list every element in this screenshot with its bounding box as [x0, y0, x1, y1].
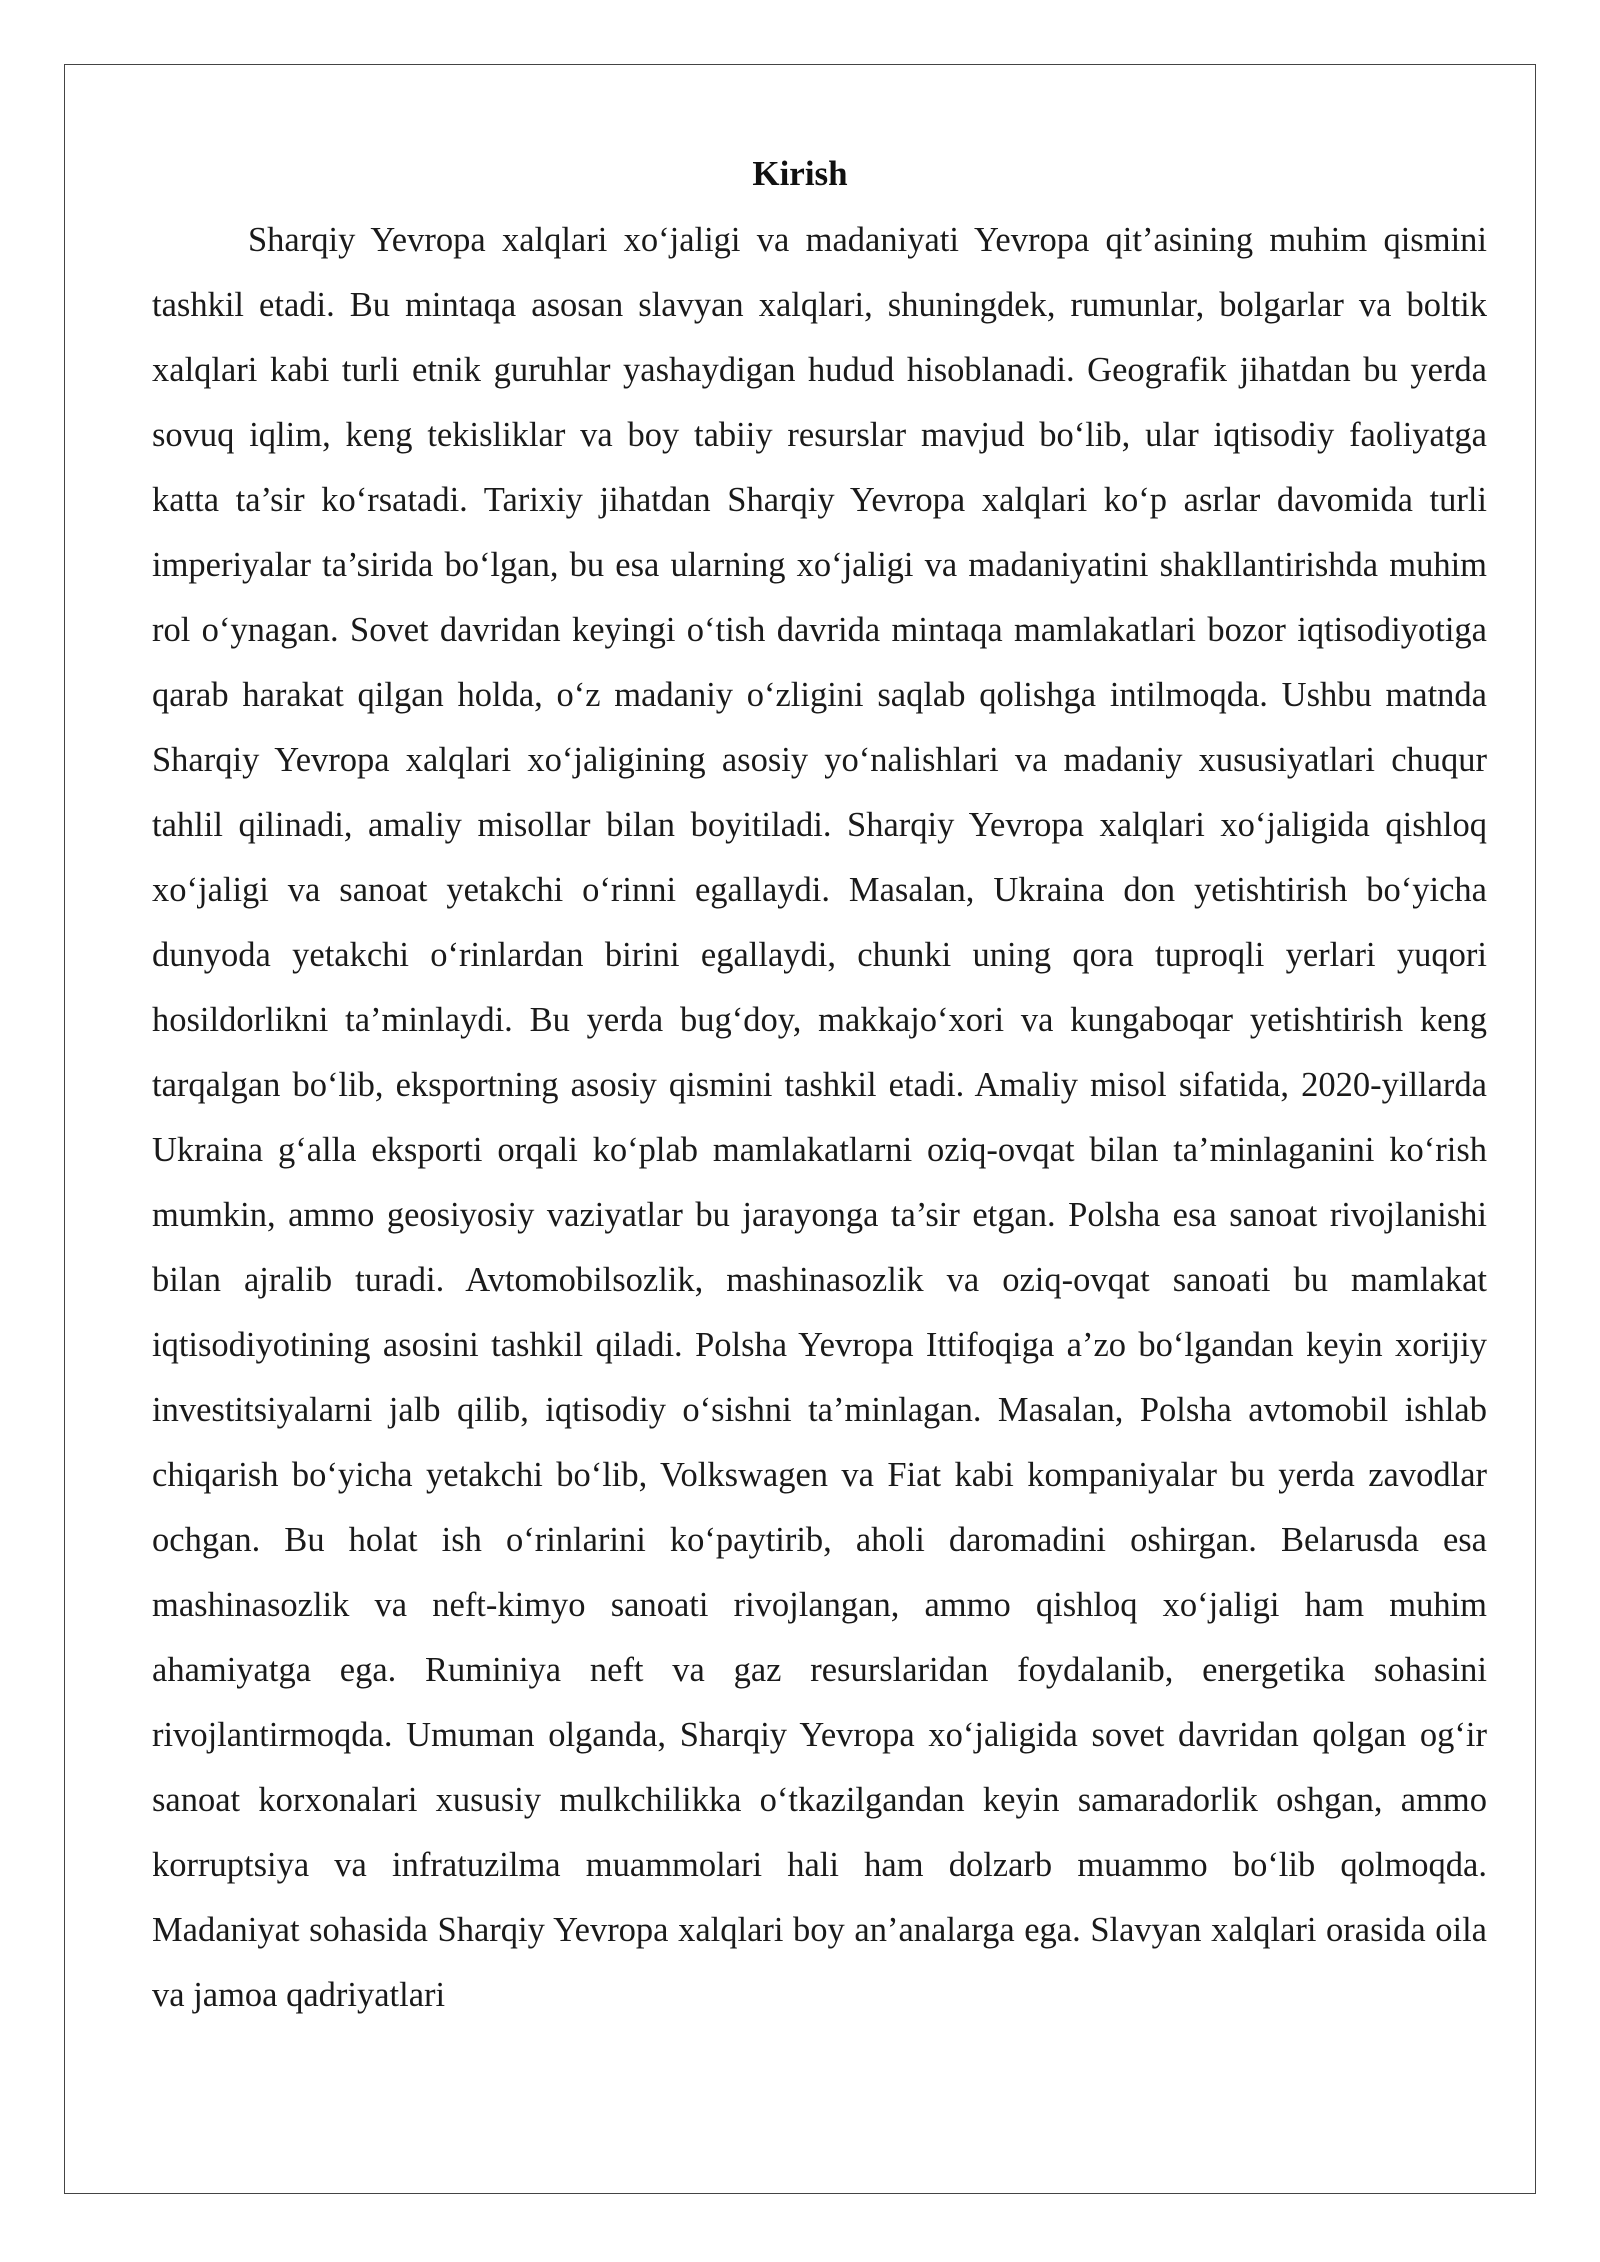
body-paragraph: Sharqiy Yevropa xalqlari xo‘jaligi va madaniyati Yevropa qit’asining muhim qismini tashkil etadi. Bu mintaqa asosan slavyan xalqlari, shuningdek, rumunlar, bolgarlar va boltik xalqlari kabi turli etnik guruhlar yashaydigan hudud hisoblanadi. Geografik jihatdan bu yerda sovuq iqlim, keng tekisliklar va boy tabiiy resurslar mavjud bo‘lib, ular iqtisodiy faoliyatga katta ta’sir ko‘rsatadi. Tarixiy jihatdan Sharqiy Yevropa xalqlari ko‘p asrlar davomida turli imperiyalar ta’sirida bo‘lgan, bu esa ularning xo‘jaligi va madaniyatini shakllantirishda muhim rol o‘ynagan. Sovet davridan keyingi o‘tish davrida mintaqa mamlakatlari bozor iqtisodiyotiga qarab harakat qilgan holda, o‘z madaniy o‘zligini saqlab qolishga intilmoqda. Ushbu matnda Sharqiy Yevropa xalqlari xo‘jaligining asosiy yo‘nalishlari va madaniy xususiyatlari chuqur tahlil qilinadi, amaliy misollar bilan boyitiladi. Sharqiy Yevropa xalqlari xo‘jaligida qishloq xo‘jaligi va sanoat yetakchi o‘rinni egallaydi. Masalan, Ukraina don yetishtirish bo‘yicha dunyoda yetakchi o‘rinlardan birini egallaydi, chunki uning qora tuproqli yerlari yuqori hosildorlikni ta’minlaydi. Bu yerda bug‘doy, makkajo‘xori va kungaboqar yetishtirish keng tarqalgan bo‘lib, eksportning asosiy qismini tashkil etadi. Amaliy misol sifatida, 2020-yillarda Ukraina g‘alla eksporti orqali ko‘plab mamlakatlarni oziq-ovqat bilan ta’minlaganini ko‘rish mumkin, ammo geosiyosiy vaziyatlar bu jarayonga ta’sir etgan. Polsha esa sanoat rivojlanishi bilan ajralib turadi. Avtomobilsozlik, mashinasozlik va oziq-ovqat sanoati bu mamlakat iqtisodiyotining asosini tashkil qiladi. Polsha Yevropa Ittifoqiga a’zo bo‘lgandan keyin xorijiy investitsiyalarni jalb qilib, iqtisodiy o‘sishni ta’minlagan. Masalan, Polsha avtomobil ishlab chiqarish bo‘yicha yetakchi bo‘lib, Volkswagen va Fiat kabi kompaniyalar bu yerda zavodlar ochgan. Bu holat ish o‘rinlarini ko‘paytirib, aholi daromadini oshirgan. Belarusda esa mashinasozlik va neft-kimyo sanoati rivojlangan, ammo qishloq xo‘jaligi ham muhim ahamiyatga ega. Ruminiya neft va gaz resurslaridan foydalanib, energetika sohasini rivojlantirmoqda. Umuman olganda, Sharqiy Yevropa xo‘jaligida sovet davridan qolgan og‘ir sanoat korxonalari xususiy mulkchilikka o‘tkazilgandan keyin samaradorlik oshgan, ammo korruptsiya va infratuzilma muammolari hali ham dolzarb muammo bo‘lib qolmoqda. Madaniyat sohasida Sharqiy Yevropa xalqlari boy an’analarga ega. Slavyan xalqlari orasida oila va jamoa qadriyatlari [152, 221, 1487, 2014]
page-title: Kirish [752, 154, 848, 193]
